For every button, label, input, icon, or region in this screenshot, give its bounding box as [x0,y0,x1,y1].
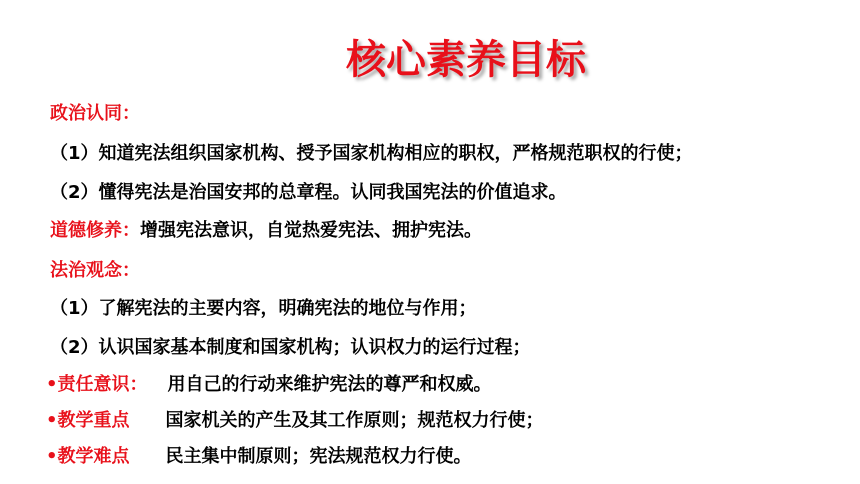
key-points-text: 国家机关的产生及其工作原则；规范权力行使； [165,410,544,431]
political-identity-item-1: （1）知道宪法组织国家机构、授予国家机构相应的职权，严格规范职权的行使； [50,143,693,164]
responsibility-label: •责任意识： [46,374,148,395]
responsibility-text: 用自己的行动来维护宪法的尊严和权威。 [167,374,492,395]
difficult-points-label: •教学难点 [46,446,130,467]
difficult-points-text: 民主集中制原则；宪法规范权力行使。 [165,446,472,467]
moral-cultivation-label: 道德修养： [50,220,140,241]
moral-cultivation-text: 增强宪法意识，自觉热爱宪法、拥护宪法。 [140,220,482,241]
key-points-row [46,409,544,433]
political-identity-label: 政治认同： [50,103,140,124]
page-title: 核心素养目标 [346,37,586,83]
rule-of-law-label: 法治观念： [50,260,140,281]
rule-of-law-item-1: （1）了解宪法的主要内容，明确宪法的地位与作用； [50,298,477,319]
responsibility-row [46,373,492,397]
rule-of-law-item-2: （2）认识国家基本制度和国家机构；认识权力的运行过程； [50,337,531,358]
difficult-points-row [46,445,472,469]
moral-cultivation-row [50,219,482,243]
political-identity-item-2: （2）懂得宪法是治国安邦的总章程。认同我国宪法的价值追求。 [50,182,567,203]
key-points-label: •教学重点 [46,410,130,431]
